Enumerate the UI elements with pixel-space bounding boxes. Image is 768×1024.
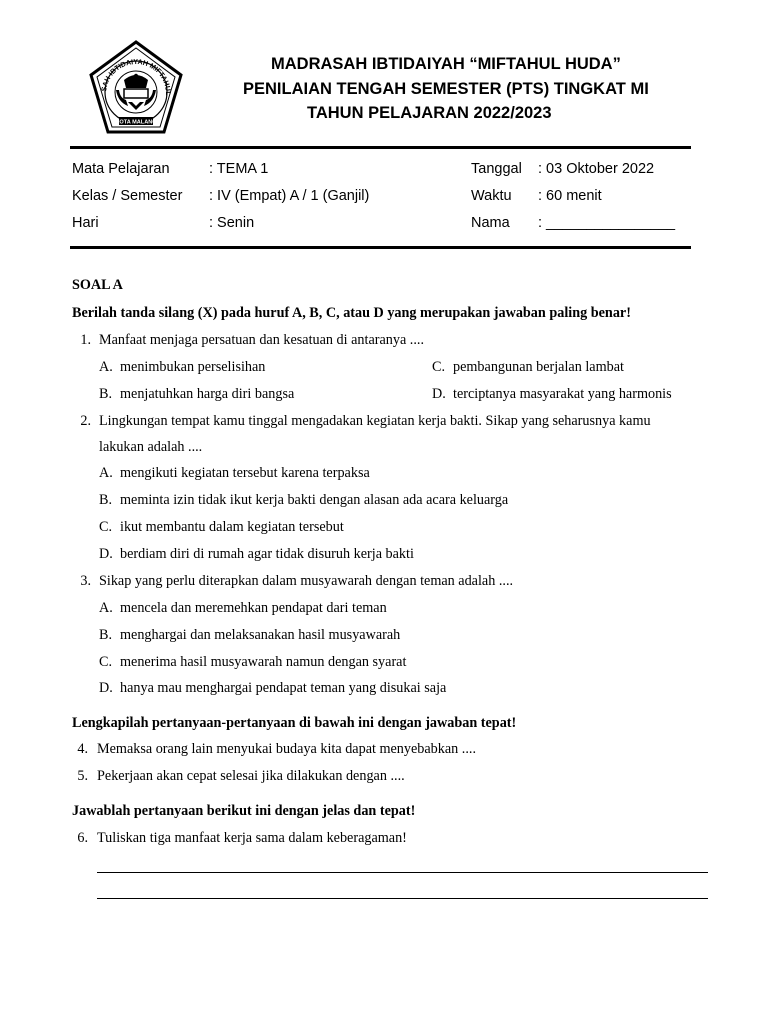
question-1-option-a: menimbukan perselisihan (120, 359, 266, 375)
question-2-option-a: mengikuti kegiatan tersebut karena terpaksa (120, 465, 370, 481)
option-letter: A. (99, 359, 113, 375)
option-letter: A. (99, 465, 113, 481)
option-letter: B. (99, 627, 113, 643)
academic-year: TAHUN PELAJARAN 2022/2023 (307, 104, 552, 122)
question-2-option-b: meminta izin tidak ikut kerja bakti dengan alasan ada acara keluarga (120, 492, 509, 508)
section-c-instruction: Jawablah pertanyaan berikut ini dengan jelas dan tepat! (72, 803, 416, 819)
section-b-instruction: Lengkapilah pertanyaan-pertanyaan di bawah ini dengan jawaban tepat! (72, 715, 517, 731)
logo-ring-text: SAH IBTIDAIYAH MIFTAHUL (101, 58, 172, 96)
info-value-time: : 60 menit (538, 188, 602, 204)
info-label-date: Tanggal (471, 161, 522, 177)
header-divider-top (70, 146, 691, 149)
info-value-date: : 03 Oktober 2022 (538, 161, 655, 177)
question-2-option-d: berdiam diri di rumah agar tidak disuruh kerja bakti (120, 546, 414, 562)
school-name: MADRASAH IBTIDAIYAH “MIFTAHUL HUDA” (271, 55, 621, 73)
school-emblem-icon (88, 40, 184, 136)
info-value-class: : IV (Empat) A / 1 (Ganjil) (209, 188, 370, 204)
header-divider-bottom (70, 246, 691, 249)
option-letter: D. (99, 680, 113, 696)
option-letter: D. (99, 546, 113, 562)
answer-line[interactable] (97, 872, 708, 873)
question-4-text: Memaksa orang lain menyukai budaya kita dapat menyebabkan .... (97, 741, 476, 757)
question-1-option-d: terciptanya masyarakat yang harmonis (453, 386, 672, 402)
option-letter: B. (99, 386, 113, 402)
school-logo (88, 40, 184, 136)
info-label-time: Waktu (471, 188, 512, 204)
option-letter: D. (432, 386, 446, 402)
question-3-text: Sikap yang perlu diterapkan dalam musyawarah dengan teman adalah .... (99, 573, 514, 589)
answer-line[interactable] (97, 898, 708, 899)
info-label-class: Kelas / Semester (72, 188, 183, 204)
question-2-option-c: ikut membantu dalam kegiatan tersebut (120, 519, 344, 535)
question-number: 4. (77, 741, 88, 757)
question-3-option-d: hanya mau menghargai pendapat teman yang disukai saja (120, 680, 447, 696)
logo-bottom-text: KOTA MALANG (115, 119, 157, 126)
question-number: 2. (80, 413, 91, 429)
question-1-option-c: pembangunan berjalan lambat (453, 359, 624, 375)
info-value-day: : Senin (209, 215, 255, 231)
option-letter: C. (99, 654, 113, 670)
info-value-name: : ________________ (538, 215, 676, 231)
question-1-text: Manfaat menjaga persatuan dan kesatuan di antaranya .... (99, 332, 424, 348)
option-letter: A. (99, 600, 113, 616)
exam-title: PENILAIAN TENGAH SEMESTER (PTS) TINGKAT MI (243, 80, 649, 98)
question-1-option-b: menjatuhkan harga diri bangsa (120, 386, 295, 402)
question-number: 1. (80, 332, 91, 348)
info-label-day: Hari (72, 215, 99, 231)
question-3-option-a: mencela dan meremehkan pendapat dari teman (120, 600, 387, 616)
section-a-instruction: Berilah tanda silang (X) pada huruf A, B, C, atau D yang merupakan jawaban paling benar! (72, 305, 631, 321)
option-letter: C. (432, 359, 446, 375)
question-6-text: Tuliskan tiga manfaat kerja sama dalam keberagaman! (97, 830, 407, 846)
info-label-subject: Mata Pelajaran (72, 161, 170, 177)
question-2-text-line2: lakukan adalah .... (99, 439, 203, 455)
option-letter: B. (99, 492, 113, 508)
info-label-name: Nama (471, 215, 510, 231)
question-number: 6. (77, 830, 88, 846)
question-3-option-b: menghargai dan melaksanakan hasil musyawarah (120, 627, 401, 643)
section-a-title: SOAL A (72, 277, 123, 293)
question-3-option-c: menerima hasil musyawarah namun dengan syarat (120, 654, 407, 670)
question-number: 5. (77, 768, 88, 784)
question-5-text: Pekerjaan akan cepat selesai jika dilakukan dengan .... (97, 768, 405, 784)
option-letter: C. (99, 519, 113, 535)
question-2-text-line1: Lingkungan tempat kamu tinggal mengadakan kegiatan kerja bakti. Sikap yang seharusnya kamu (99, 413, 651, 429)
question-number: 3. (80, 573, 91, 589)
info-value-subject: : TEMA 1 (209, 161, 269, 177)
